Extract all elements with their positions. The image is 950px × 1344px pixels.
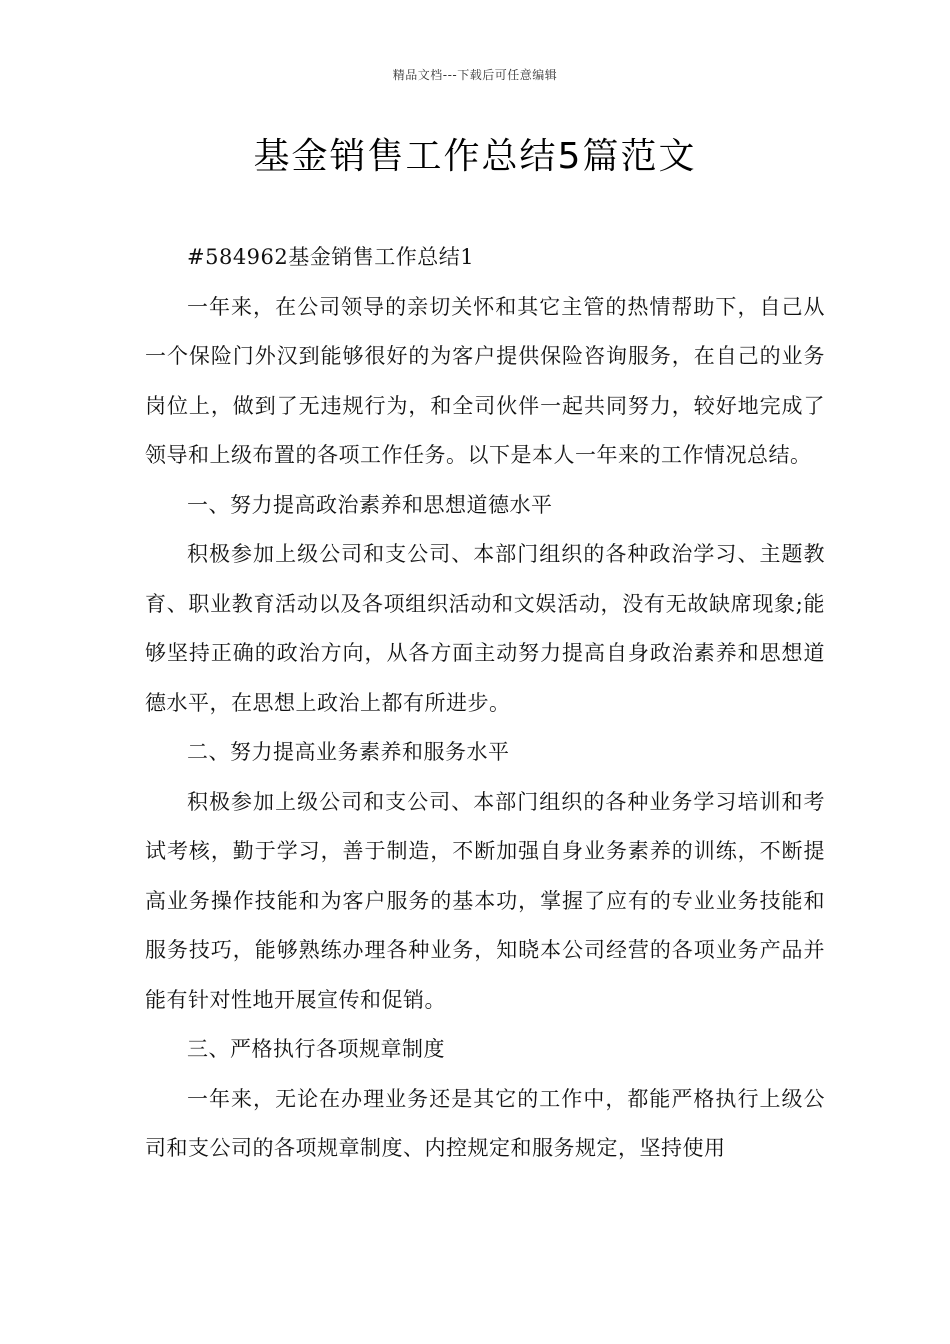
paragraph-heading-business: 二、努力提高业务素养和服务水平 xyxy=(187,740,510,764)
paragraph-intro: 一年来，在公司领导的亲切关怀和其它主管的热情帮助下，自己从一个保险门外汉到能够很好的为客户提供保险咨询服务，在自己的业务岗位上，做到了无违规行为，和全司伙伴一起共同努力，较好地完成了领导和上级布置的各项工作任务。以下是本人一年来的工作情况总结。 xyxy=(145,294,825,467)
header-note: 精品文档---下载后可任意编辑 xyxy=(392,68,558,82)
document-title: 基金销售工作总结5篇范文 xyxy=(253,136,697,177)
document-body xyxy=(145,233,825,1174)
paragraph-heading-rules: 三、严格执行各项规章制度 xyxy=(187,1037,445,1061)
paragraph-politics: 积极参加上级公司和支公司、本部门组织的各种政治学习、主题教育、职业教育活动以及各项组织活动和文娱活动，没有无故缺席现象;能够坚持正确的政治方向，从各方面主动努力提高自身政治素养和思想道德水平，在思想上政治上都有所进步。 xyxy=(145,542,825,715)
paragraph-heading-politics: 一、努力提高政治素养和思想道德水平 xyxy=(187,492,553,517)
paragraph-business: 积极参加上级公司和支公司、本部门组织的各种业务学习培训和考试考核，勤于学习，善于制造，不断加强自身业务素养的训练，不断提高业务操作技能和为客户服务的基本功，掌握了应有的专业业务技能和服务技巧，能够熟练办理各种业务，知晓本公司经营的各项业务产品并能有针对性地开展宣传和促销。 xyxy=(145,789,825,1012)
paragraph-section-heading-1: #584962基金销售工作总结1 xyxy=(187,245,475,269)
paragraph-rules: 一年来，无论在办理业务还是其它的工作中，都能严格执行上级公司和支公司的各项规章制度、内控规定和服务规定，坚持使用 xyxy=(145,1086,825,1160)
